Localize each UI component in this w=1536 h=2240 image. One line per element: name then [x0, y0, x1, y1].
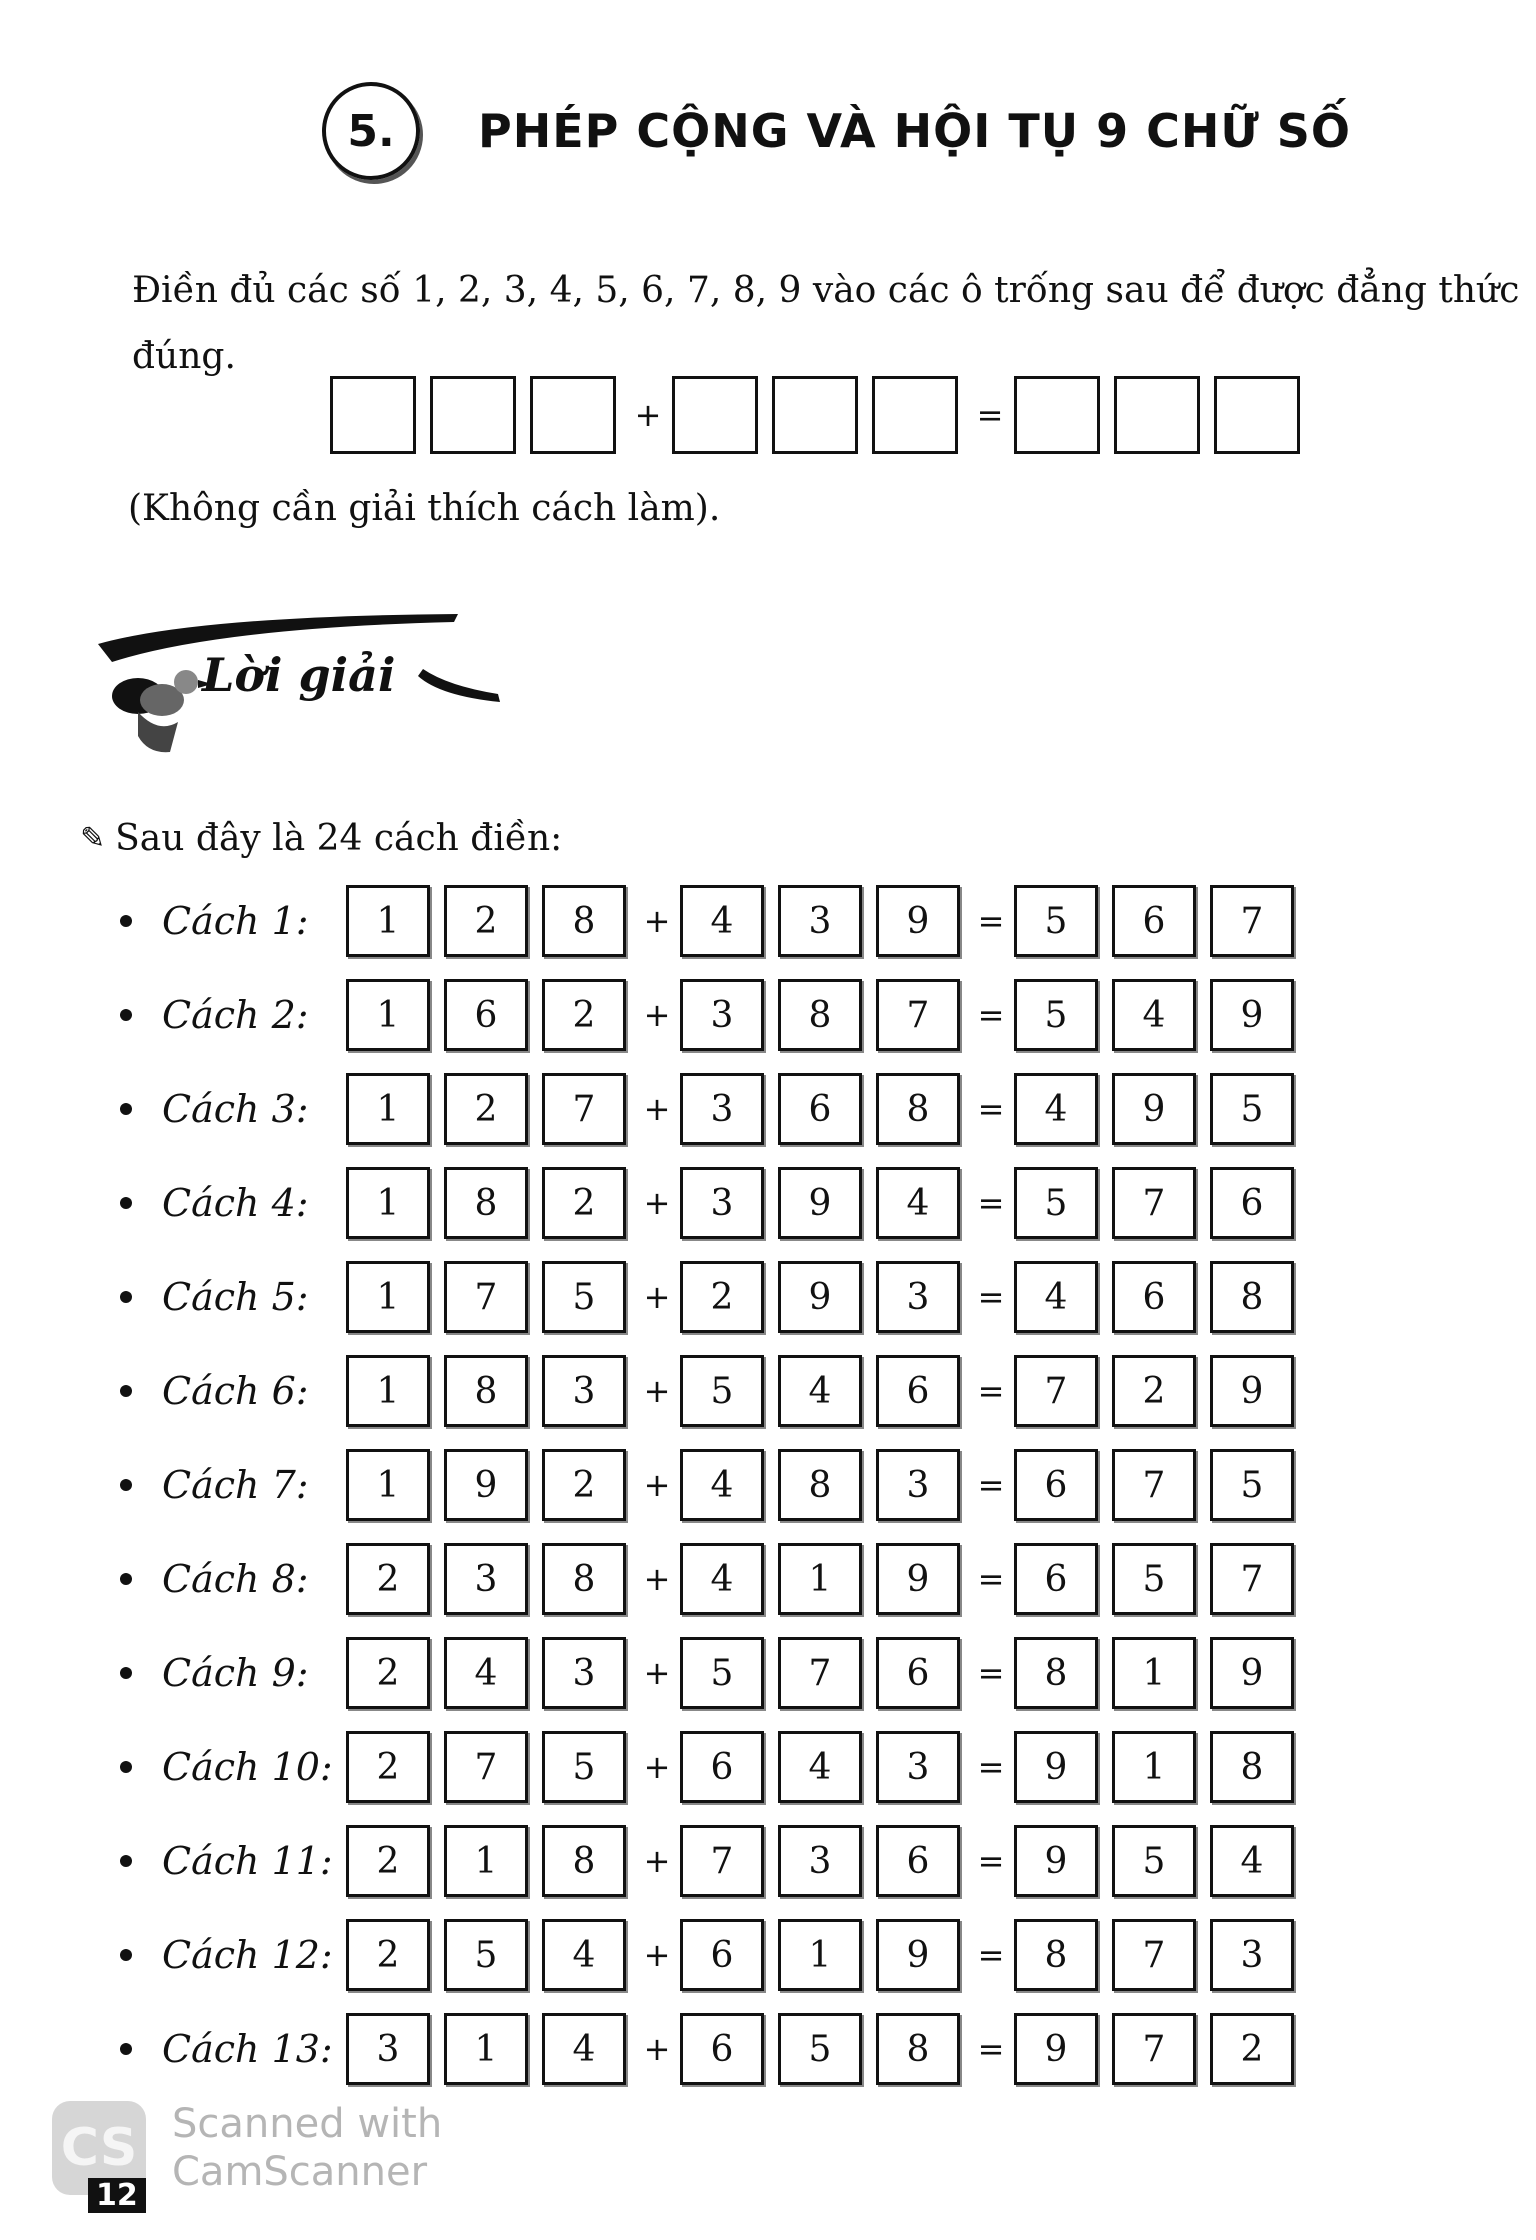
digit-box: 2: [346, 1543, 430, 1615]
digit-box: 3: [346, 2013, 430, 2085]
plus-sign: +: [643, 1466, 671, 1504]
solution-row: [120, 1438, 1308, 1532]
blank-box: [430, 376, 516, 454]
digit-box: 8: [542, 1543, 626, 1615]
equals-sign: =: [977, 1654, 1005, 1692]
solution-row: [120, 1344, 1308, 1438]
digit-box: 6: [680, 1731, 764, 1803]
digit-box: 4: [1014, 1261, 1098, 1333]
solution-row: [120, 1626, 1308, 1720]
problem-statement: Điền đủ các số 1, 2, 3, 4, 5, 6, 7, 8, 9 vào các ô trống sau để được đẳng thức đúng.: [132, 270, 1520, 377]
digit-box: 2: [346, 1919, 430, 1991]
digit-box: 1: [346, 1073, 430, 1145]
digit-box: 8: [444, 1167, 528, 1239]
digit-box: 5: [680, 1355, 764, 1427]
plus-sign: +: [643, 1936, 671, 1974]
digit-box: 7: [1112, 1167, 1196, 1239]
solution-row: [120, 1720, 1308, 1814]
digit-box: 8: [778, 979, 862, 1051]
digit-box: 3: [876, 1449, 960, 1521]
digit-box: 8: [444, 1355, 528, 1427]
digit-box: 3: [444, 1543, 528, 1615]
digit-box: 6: [1014, 1543, 1098, 1615]
digit-box: 8: [542, 1825, 626, 1897]
digit-box: 5: [1210, 1449, 1294, 1521]
digit-box: 1: [778, 1543, 862, 1615]
bullet-icon: [120, 1009, 132, 1021]
digit-box: 5: [1014, 979, 1098, 1051]
plus-sign: +: [643, 2030, 671, 2068]
equals-sign: =: [977, 1090, 1005, 1128]
equals-sign: =: [977, 902, 1005, 940]
digit-box: 2: [1210, 2013, 1294, 2085]
digit-box: 3: [680, 1167, 764, 1239]
plus-sign: +: [643, 996, 671, 1034]
page-number: 12: [88, 2178, 146, 2213]
solution-label: Cách 9:: [162, 1651, 309, 1695]
solution-label: Cách 11:: [162, 1839, 333, 1883]
solution-label: Cách 1:: [162, 899, 309, 943]
digit-box: 7: [1112, 1919, 1196, 1991]
digit-box: 4: [542, 2013, 626, 2085]
bullet-icon: [120, 1197, 132, 1209]
watermark-line2: CamScanner: [172, 2149, 428, 2195]
digit-box: 8: [1210, 1261, 1294, 1333]
digit-box: 3: [542, 1637, 626, 1709]
digit-box: 7: [1210, 1543, 1294, 1615]
digit-box: 5: [778, 2013, 862, 2085]
digit-box: 3: [542, 1355, 626, 1427]
equals-sign: =: [977, 1560, 1005, 1598]
digit-box: 4: [444, 1637, 528, 1709]
blank-box: [772, 376, 858, 454]
digit-box: 5: [542, 1261, 626, 1333]
solution-row: [120, 1532, 1308, 1626]
bullet-icon: [120, 1949, 132, 1961]
equals-sign: =: [977, 1466, 1005, 1504]
digit-box: 9: [1210, 1355, 1294, 1427]
solution-label: Cách 10:: [162, 1745, 333, 1789]
digit-box: 3: [876, 1261, 960, 1333]
digit-box: 9: [444, 1449, 528, 1521]
solution-label: Cách 6:: [162, 1369, 309, 1413]
bullet-icon: [120, 1291, 132, 1303]
digit-box: 6: [680, 2013, 764, 2085]
plus-sign: +: [643, 1278, 671, 1316]
digit-box: 3: [876, 1731, 960, 1803]
digit-box: 4: [1014, 1073, 1098, 1145]
digit-box: 1: [346, 979, 430, 1051]
digit-box: 3: [1210, 1919, 1294, 1991]
digit-box: 7: [1210, 885, 1294, 957]
digit-box: 1: [444, 2013, 528, 2085]
camscanner-logo-icon: CS: [52, 2101, 146, 2195]
bullet-icon: [120, 1855, 132, 1867]
watermark-line1: Scanned with: [172, 2101, 443, 2147]
solution-row: [120, 1156, 1308, 1250]
solution-intro-text: Sau đây là 24 cách điền:: [115, 818, 563, 859]
equals-sign: =: [977, 1372, 1005, 1410]
digit-box: 9: [876, 1543, 960, 1615]
digit-box: 8: [778, 1449, 862, 1521]
solution-row: [120, 874, 1308, 968]
digit-box: 2: [346, 1731, 430, 1803]
digit-box: 6: [876, 1825, 960, 1897]
digit-box: 2: [444, 1073, 528, 1145]
digit-box: 2: [542, 1449, 626, 1521]
solution-intro: [80, 818, 562, 859]
solution-label: Cách 2:: [162, 993, 309, 1037]
section-title: [322, 82, 1351, 180]
digit-box: 9: [778, 1261, 862, 1333]
bullet-icon: [120, 2043, 132, 2055]
digit-box: 4: [542, 1919, 626, 1991]
digit-box: 1: [346, 1449, 430, 1521]
solution-row: [120, 2002, 1308, 2096]
digit-box: 7: [1112, 1449, 1196, 1521]
digit-box: 4: [1210, 1825, 1294, 1897]
solution-label: Cách 13:: [162, 2027, 333, 2071]
plus-sign: +: [643, 1654, 671, 1692]
plus-sign: +: [643, 1748, 671, 1786]
digit-box: 6: [680, 1919, 764, 1991]
bullet-icon: [120, 1761, 132, 1773]
digit-box: 6: [1112, 1261, 1196, 1333]
digit-box: 7: [876, 979, 960, 1051]
digit-box: 9: [1210, 1637, 1294, 1709]
digit-box: 2: [1112, 1355, 1196, 1427]
digit-box: 1: [346, 885, 430, 957]
digit-box: 4: [778, 1731, 862, 1803]
blank-box: [1214, 376, 1300, 454]
plus-sign: +: [643, 1372, 671, 1410]
digit-box: 2: [444, 885, 528, 957]
digit-box: 4: [778, 1355, 862, 1427]
section-heading: PHÉP CỘNG VÀ HỘI TỤ 9 CHỮ SỐ: [478, 104, 1352, 158]
solution-label: Cách 12:: [162, 1933, 333, 1977]
digit-box: 1: [1112, 1731, 1196, 1803]
digit-box: 3: [680, 1073, 764, 1145]
solution-label: Cách 7:: [162, 1463, 309, 1507]
digit-box: 3: [778, 885, 862, 957]
digit-box: 5: [1210, 1073, 1294, 1145]
digit-box: 7: [1112, 2013, 1196, 2085]
digit-box: 9: [778, 1167, 862, 1239]
solution-row: [120, 1814, 1308, 1908]
digit-box: 9: [876, 885, 960, 957]
digit-box: 8: [542, 885, 626, 957]
digit-box: 1: [346, 1261, 430, 1333]
digit-box: 3: [778, 1825, 862, 1897]
blank-equation: [330, 376, 1314, 454]
plus-sign: +: [634, 396, 662, 434]
digit-box: 2: [346, 1825, 430, 1897]
digit-box: 7: [778, 1637, 862, 1709]
plus-sign: +: [643, 1560, 671, 1598]
digit-box: 2: [542, 1167, 626, 1239]
blank-box: [872, 376, 958, 454]
digit-box: 4: [876, 1167, 960, 1239]
digit-box: 5: [680, 1637, 764, 1709]
plus-sign: +: [643, 1842, 671, 1880]
digit-box: 6: [876, 1355, 960, 1427]
digit-box: 9: [1014, 1731, 1098, 1803]
plus-sign: +: [643, 1184, 671, 1222]
bullet-icon: [120, 1573, 132, 1585]
digit-box: 1: [346, 1355, 430, 1427]
digit-box: 6: [444, 979, 528, 1051]
digit-box: 8: [1210, 1731, 1294, 1803]
digit-box: 9: [1210, 979, 1294, 1051]
bullet-icon: [120, 1479, 132, 1491]
digit-box: 2: [542, 979, 626, 1051]
digit-box: 4: [680, 1543, 764, 1615]
digit-box: 6: [1210, 1167, 1294, 1239]
solution-row: [120, 968, 1308, 1062]
digit-box: 5: [542, 1731, 626, 1803]
digit-box: 9: [1014, 1825, 1098, 1897]
pencil-icon: ✎: [80, 821, 106, 856]
digit-box: 7: [1014, 1355, 1098, 1427]
digit-box: 6: [876, 1637, 960, 1709]
digit-box: 1: [778, 1919, 862, 1991]
solution-label: Cách 8:: [162, 1557, 309, 1601]
digit-box: 9: [1112, 1073, 1196, 1145]
digit-box: 4: [1112, 979, 1196, 1051]
digit-box: 1: [444, 1825, 528, 1897]
solution-row: [120, 1908, 1308, 2002]
solution-label: Cách 3:: [162, 1087, 309, 1131]
digit-box: 1: [1112, 1637, 1196, 1709]
blank-box: [672, 376, 758, 454]
plus-sign: +: [643, 1090, 671, 1128]
digit-box: 6: [1014, 1449, 1098, 1521]
digit-box: 4: [680, 1449, 764, 1521]
digit-box: 8: [876, 1073, 960, 1145]
equals-sign: =: [977, 1184, 1005, 1222]
solution-list: [120, 874, 1308, 2096]
digit-box: 1: [346, 1167, 430, 1239]
digit-box: 5: [444, 1919, 528, 1991]
blank-box: [1014, 376, 1100, 454]
digit-box: 9: [876, 1919, 960, 1991]
equals-sign: =: [977, 1278, 1005, 1316]
digit-box: 5: [1112, 1543, 1196, 1615]
digit-box: 8: [1014, 1919, 1098, 1991]
equals-sign: =: [977, 2030, 1005, 2068]
digit-box: 8: [876, 2013, 960, 2085]
digit-box: 5: [1112, 1825, 1196, 1897]
digit-box: 4: [680, 885, 764, 957]
digit-box: 7: [542, 1073, 626, 1145]
equals-sign: =: [977, 1748, 1005, 1786]
equals-sign: =: [977, 996, 1005, 1034]
bullet-icon: [120, 1667, 132, 1679]
blank-box: [1114, 376, 1200, 454]
digit-box: 6: [1112, 885, 1196, 957]
digit-box: 7: [680, 1825, 764, 1897]
blank-box: [530, 376, 616, 454]
section-number-badge: 5.: [322, 82, 420, 180]
digit-box: 3: [680, 979, 764, 1051]
digit-box: 8: [1014, 1637, 1098, 1709]
digit-box: 6: [778, 1073, 862, 1145]
digit-box: 7: [444, 1731, 528, 1803]
equals-sign: =: [976, 396, 1004, 434]
bullet-icon: [120, 1103, 132, 1115]
digit-box: 2: [680, 1261, 764, 1333]
solution-row: [120, 1250, 1308, 1344]
solution-row: [120, 1062, 1308, 1156]
equals-sign: =: [977, 1842, 1005, 1880]
solution-title: Lời giải: [202, 648, 396, 702]
bullet-icon: [120, 1385, 132, 1397]
solution-header: [78, 604, 518, 774]
plus-sign: +: [643, 902, 671, 940]
digit-box: 9: [1014, 2013, 1098, 2085]
blank-box: [330, 376, 416, 454]
bullet-icon: [120, 915, 132, 927]
digit-box: 2: [346, 1637, 430, 1709]
problem-note: (Không cần giải thích cách làm).: [128, 488, 721, 529]
solution-label: Cách 5:: [162, 1275, 309, 1319]
digit-box: 5: [1014, 885, 1098, 957]
digit-box: 5: [1014, 1167, 1098, 1239]
digit-box: 7: [444, 1261, 528, 1333]
solution-label: Cách 4:: [162, 1181, 309, 1225]
equals-sign: =: [977, 1936, 1005, 1974]
